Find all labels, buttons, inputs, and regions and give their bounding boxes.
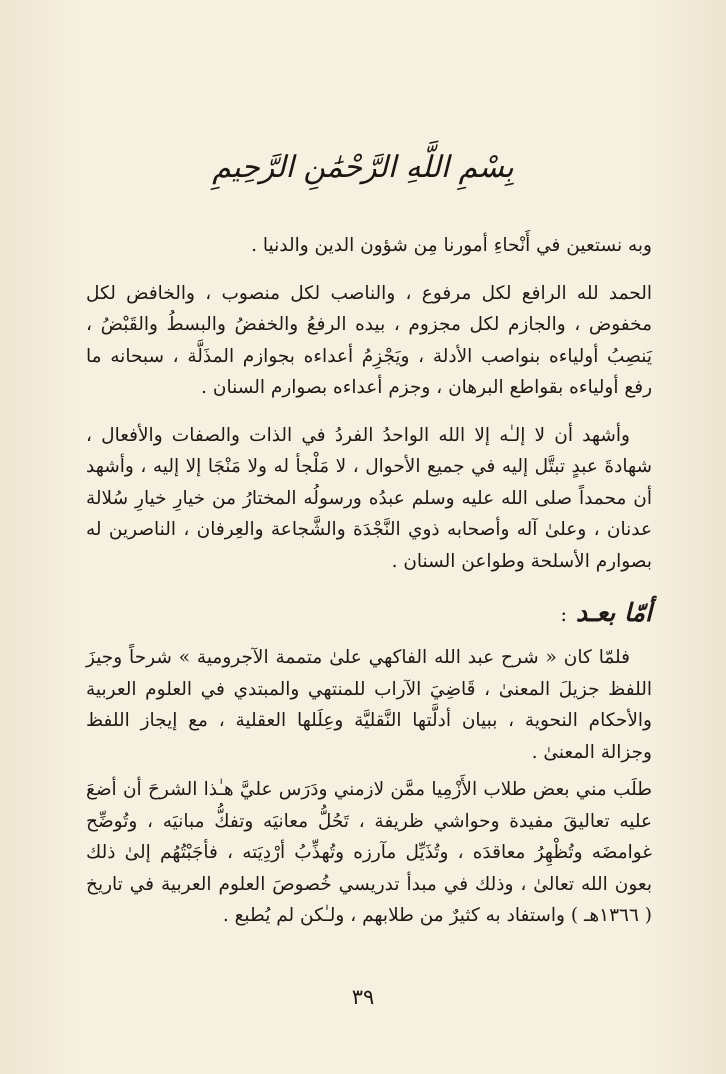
request-paragraph: طلَب مني بعض طلاب الأَزْمِيا ممَّن لازمني ودَرَس عليَّ هـٰذا الشرحَ أن أضعَ عليه تعاليقَ مفيدة وحواشي ظريفة ، تَحُلُّ معانيَه وتفكُّ مبانيَه ، وتُوضِّح غوامضَه وتُظْهِرُ معاقدَه ، وتُذَيِّل مآرزه وتُهذِّبُ أرْدِيَته ، فأجَبْتُهُم إلىٰ ذلك بعون الله تعالىٰ ، وذلك في مبدأ تدريسي خُصوصَ العلوم العربية في تاريخ ( ١٣٦٦هـ ) واستفاد به كثيرٌ من طلابهم ، ولـٰكن لم يُطبع . — [86, 779, 652, 926]
praise-paragraph: الحمد لله الرافع لكل مرفوع ، والناصب لكل منصوب ، والخافض لكل مخفوض ، والجازم لكل مجزوم ، بيده الرفعُ والخفضُ والبسطُ والقَبْضُ ، يَنصِبُ أولياءه بنواصب الأدلة ، ويَجْزِمُ أعداءه بجوازم المذَلَّة ، سبحانه ما رفع أولياءه بقواطع البرهان ، وجزم أعداءه بصوارم السنان . — [86, 282, 652, 398]
amma-bad-colon: : — [560, 602, 568, 626]
basmala-heading: بِسْمِ اللَّهِ الرَّحْمَٰنِ الرَّحِيمِ — [212, 150, 514, 185]
page-body — [86, 230, 652, 948]
sharh-paragraph: فلمّا كان « شرح عبد الله الفاكهي علىٰ متممة الآجرومية » شرحاً وجيزَ اللفظ جزيلَ المعنىٰ ، قَاضِيَ الآراب للمنتهي والمبتدي في العلوم العربية والأحكام النحوية ، ببيان أدلَّتها النَّقليَّة وعِلَلها العقلية ، مع إيجاز اللفظ وجزالة المعنىٰ . — [86, 647, 652, 763]
amma-bad-text: أمّا بعـد — [575, 598, 652, 627]
amma-bad-heading — [86, 593, 652, 634]
testimony-paragraph: وأشهد أن لا إلـٰه إلا الله الواحدُ الفردُ في الذات والصفات والأفعال ، شهادةَ عبدٍ تبتَّل إليه في جميع الأحوال ، لا مَلْجأ له ولا مَنْجَا إلا إليه ، وأشهد أن محمداً صلى الله عليه وسلم عبدُه ورسولُه المختارُ من خيارِ خيارِ سُلالة عدنان ، وعلىٰ آله وأصحابه ذوي النَّجْدَة والشَّجاعة والعِرفان ، الناصرين له بصوارم الأسلحة وطواعن السنان . — [86, 424, 652, 572]
opening-line: وبه نستعين في أَنْحاءِ أمورنا مِن شؤون الدين والدنيا . — [251, 235, 652, 256]
page-number: ٣٩ — [351, 985, 375, 1009]
